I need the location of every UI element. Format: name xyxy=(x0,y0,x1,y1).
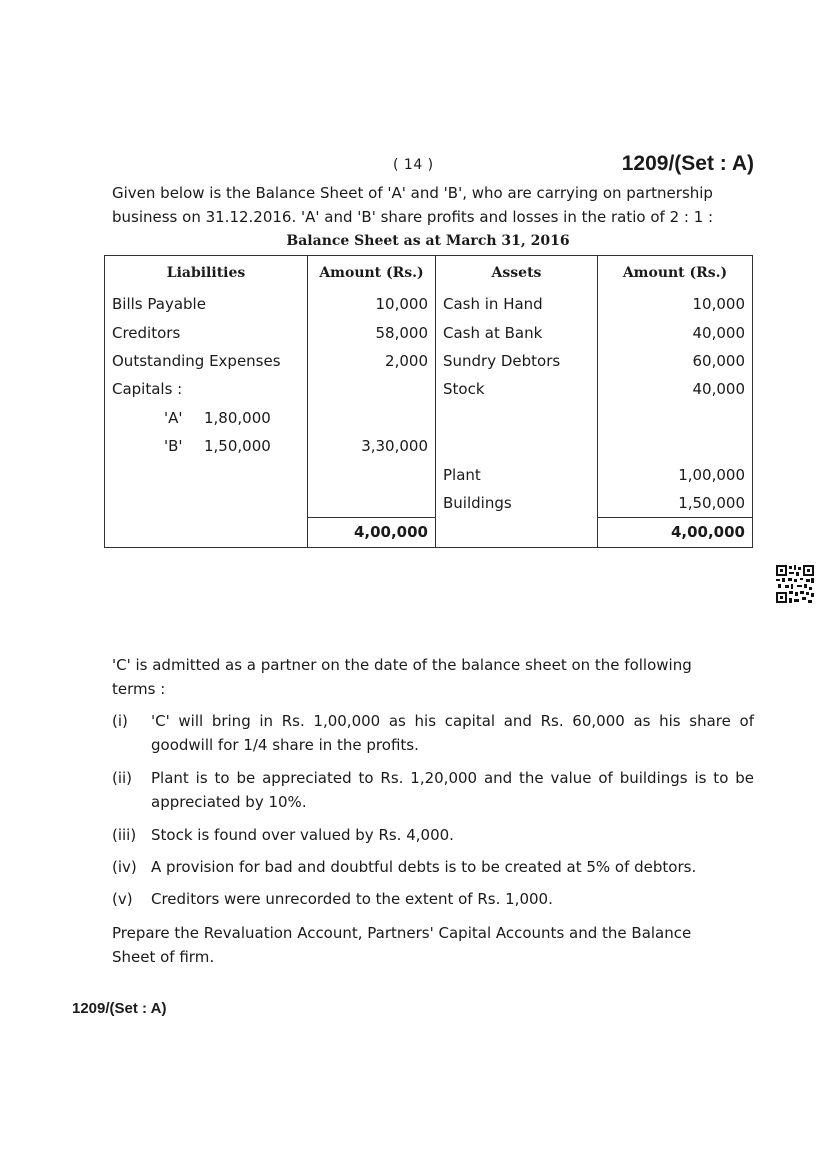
asset-amount xyxy=(598,432,753,460)
capital-sub-row xyxy=(105,404,308,432)
page-number: ( 14 ) xyxy=(393,157,434,173)
term-number: (iii) xyxy=(112,826,137,844)
term-number: (v) xyxy=(112,890,133,908)
term-text: Stock is found over valued by Rs. 4,000. xyxy=(151,826,454,844)
liability-amount: 3,30,000 xyxy=(308,432,436,460)
liability-amount: 2,000 xyxy=(308,347,436,375)
header-liabilities: Liabilities xyxy=(105,256,308,291)
qr-code-icon xyxy=(776,565,814,603)
liability-name: Bills Payable xyxy=(105,290,308,318)
table-row xyxy=(105,404,753,432)
partner-capital: 1,80,000 xyxy=(204,408,271,427)
question-intro xyxy=(112,181,754,229)
total-blank xyxy=(436,518,598,547)
instruction-line: Sheet of firm. xyxy=(112,948,215,966)
term-text: Creditors were unrecorded to the extent of Rs. 1,000. xyxy=(151,890,553,908)
liability-amount xyxy=(308,460,436,488)
liability-amount xyxy=(308,489,436,518)
term-item xyxy=(112,766,754,814)
asset-amount xyxy=(598,404,753,432)
liability-amount xyxy=(308,375,436,403)
table-row xyxy=(105,432,753,460)
liability-amount xyxy=(308,404,436,432)
asset-name: Plant xyxy=(436,460,598,488)
capital-sub-row xyxy=(105,432,308,460)
table-header-row xyxy=(105,256,753,291)
balance-sheet-table xyxy=(104,255,753,548)
asset-name: Stock xyxy=(436,375,598,403)
total-liabilities: 4,00,000 xyxy=(308,518,436,547)
term-text: Plant is to be appreciated to Rs. 1,20,000 and the value of buildings is to be appreciated by 10%. xyxy=(151,769,754,811)
table-row xyxy=(105,375,753,403)
paper-code-footer: 1209/(Set : A) xyxy=(72,1000,167,1017)
total-assets: 4,00,000 xyxy=(598,518,753,547)
term-text: A provision for bad and doubtful debts is to be created at 5% of debtors. xyxy=(151,858,697,876)
asset-amount: 10,000 xyxy=(692,295,745,314)
total-row xyxy=(105,518,753,547)
liability-name xyxy=(105,460,308,488)
balance-sheet-title: Balance Sheet as at March 31, 2016 xyxy=(286,233,570,249)
paper-code-header: 1209/(Set : A) xyxy=(621,152,754,175)
table-row xyxy=(105,460,753,488)
term-number: (iv) xyxy=(112,858,137,876)
liability-name: Outstanding Expenses xyxy=(105,347,308,375)
question-instruction xyxy=(112,921,754,969)
liability-amount: 58,000 xyxy=(308,318,436,346)
asset-amount: 60,000 xyxy=(692,351,745,370)
terms-intro-line: 'C' is admitted as a partner on the date of the balance sheet on the following xyxy=(112,656,692,674)
asset-amount: 40,000 xyxy=(692,380,745,399)
asset-name: Sundry Debtors xyxy=(436,347,598,375)
term-item xyxy=(112,709,754,757)
header-amount-assets: Amount (Rs.) xyxy=(622,265,728,281)
intro-line: business on 31.12.2016. 'A' and 'B' share profits and losses in the ratio of 2 : 1 : xyxy=(112,208,714,226)
table-row xyxy=(105,318,753,346)
term-text: 'C' will bring in Rs. 1,00,000 as his capital and Rs. 60,000 as his share of goodwill for 1/4 share in the profits. xyxy=(151,712,754,754)
partner-capital: 1,50,000 xyxy=(204,437,271,456)
instruction-line: Prepare the Revaluation Account, Partners' Capital Accounts and the Balance xyxy=(112,924,692,942)
liability-name: Creditors xyxy=(105,318,308,346)
term-number: (ii) xyxy=(112,769,133,787)
liability-name: Capitals : xyxy=(105,375,308,403)
asset-name xyxy=(436,432,598,460)
term-number: (i) xyxy=(112,712,128,730)
asset-name: Cash at Bank xyxy=(436,318,598,346)
term-item xyxy=(112,887,754,911)
asset-name xyxy=(436,404,598,432)
asset-amount: 1,00,000 xyxy=(678,465,745,484)
asset-amount: 1,50,000 xyxy=(678,493,745,512)
liability-name xyxy=(105,489,308,518)
asset-amount: 40,000 xyxy=(692,323,745,342)
terms-intro-line: terms : xyxy=(112,680,166,698)
header-assets: Assets xyxy=(436,256,598,291)
asset-name: Cash in Hand xyxy=(436,290,598,318)
asset-name: Buildings xyxy=(436,489,598,518)
partner-label: 'A' xyxy=(164,408,183,427)
terms-intro xyxy=(112,653,754,701)
total-blank xyxy=(105,518,308,547)
header-amount-liabilities: Amount (Rs.) xyxy=(308,256,436,291)
intro-line: Given below is the Balance Sheet of 'A' and 'B', who are carrying on partnership xyxy=(112,184,713,202)
table-row xyxy=(105,290,753,318)
table-row xyxy=(105,489,753,518)
liability-amount: 10,000 xyxy=(308,290,436,318)
table-row xyxy=(105,347,753,375)
term-item xyxy=(112,855,754,879)
term-item xyxy=(112,823,754,847)
partner-label: 'B' xyxy=(164,437,183,456)
